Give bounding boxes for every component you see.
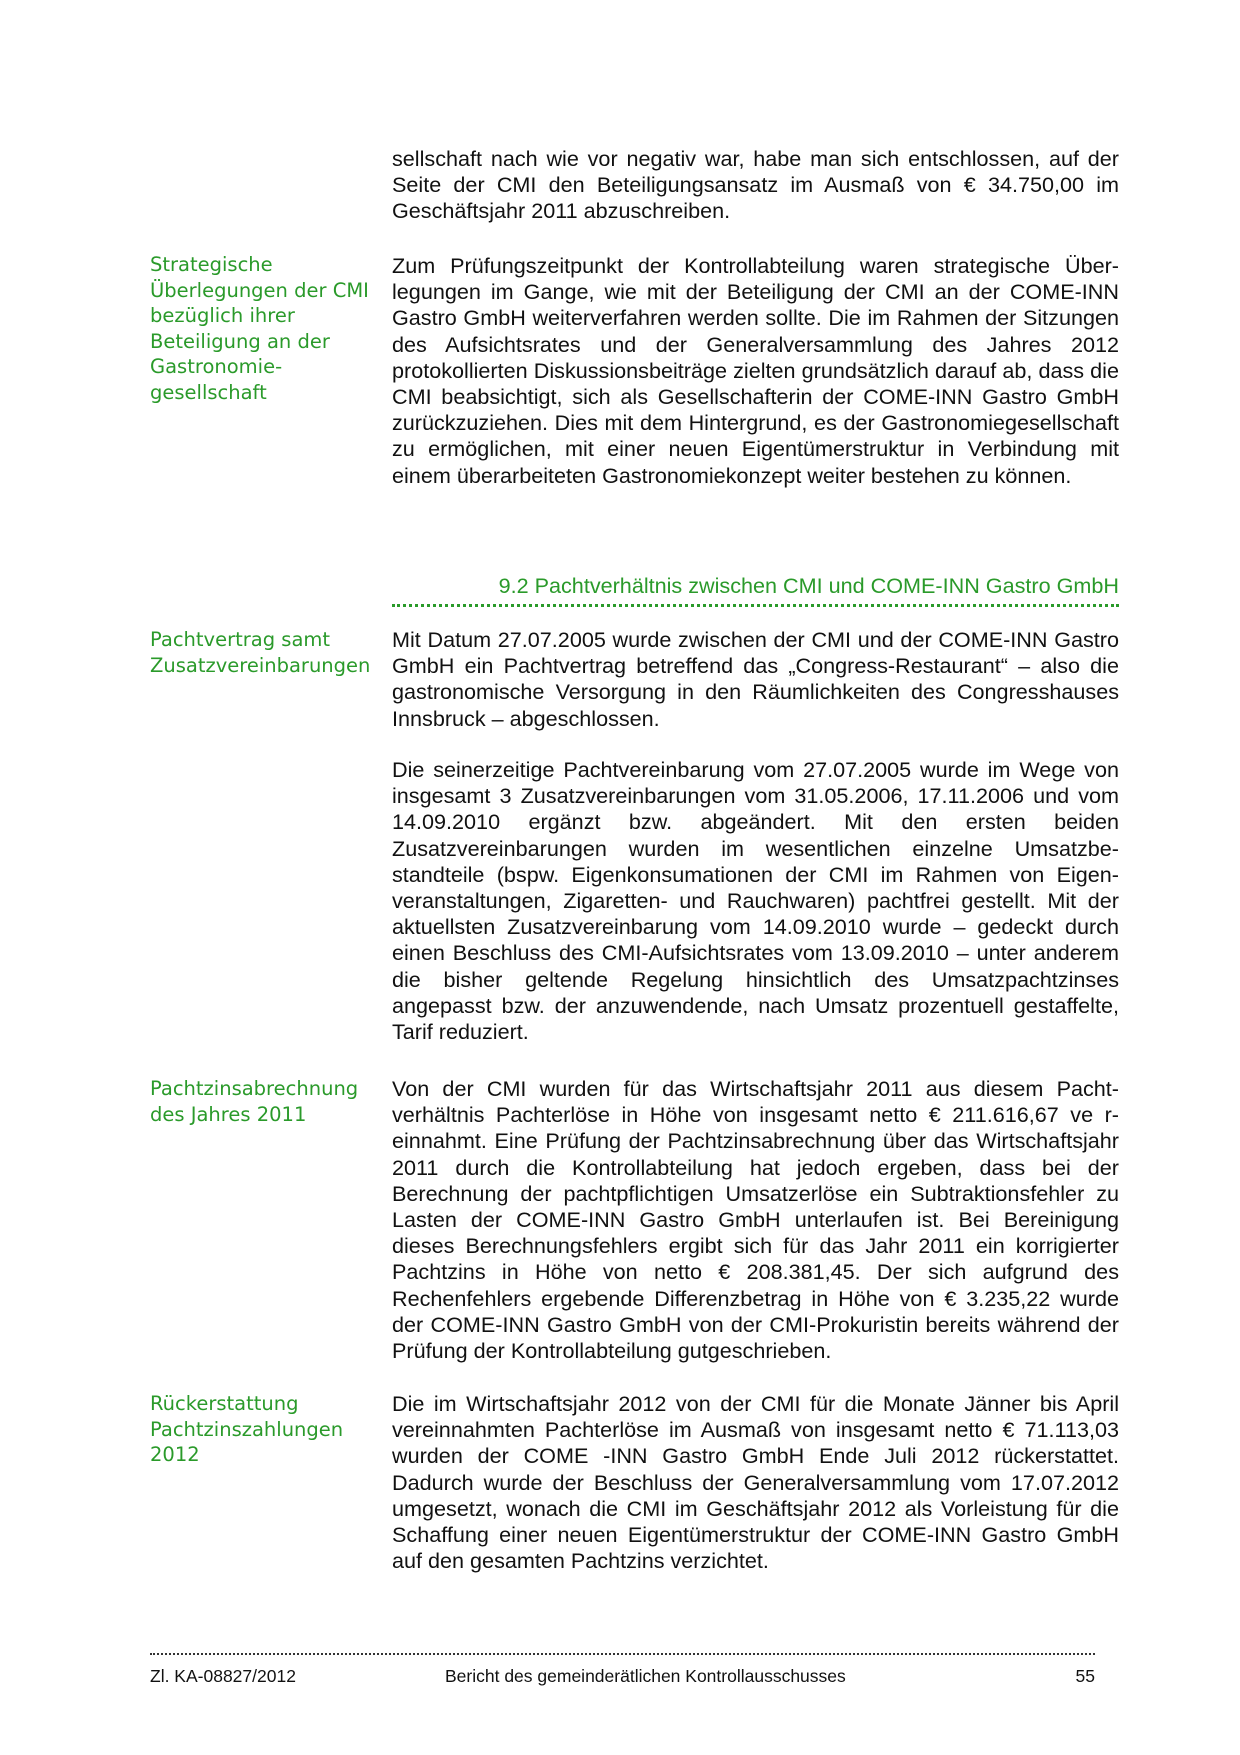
paragraph-beteiligungsabschreibung: sellschaft nach wie vor negativ war, habe man sich entschlossen, auf der Seite der CMI den Beteiligungsansatz im Ausmaß von € 34.750,00 im Geschäftsjahr 2011 abzuschreiben. bbox=[392, 146, 1119, 224]
paragraph-strategische-ueberlegungen: Zum Prüfungszeitpunkt der Kontrollabteilung waren strategische Überlegungen im Gange, wie mit der Beteiligung der CMI an der COME-INN Gastro GmbH weiterverfahren werden sollte. Die im Rahmen der Sitzungen des Aufsichtsrates und der Generalversammlung des Jahres 2012 protokollierten Diskussionsbeiträge zielten grundsätzlich darauf ab, dass die CMI beabsichtigt, sich als Gesellschafterin der COME-INN Gastro GmbH zurückzuziehen. Dies mit dem Hintergrund, es der Gastronomiegesellschaft zu ermöglichen, mit einer neuen Eigentümerstruktur in Verbindung mit einem überarbeiteten Gastronomiekonzept weiter bestehen zu können. bbox=[392, 253, 1119, 488]
paragraph-rueckerstattung: Die im Wirtschaftsjahr 2012 von der CMI für die Monate Jänner bis April vereinnahmten Pachterlöse im Ausmaß von insgesamt netto € 71.113,03 wurden der COME -INN Gastro GmbH Ende Juli 2012 rückerstattet. Dadurch wurde der Beschluss der Generalversammlung vom 17.07.2012 umgesetzt, wonach die CMI im Geschäftsjahr 2012 als Vorleistung für die Schaffung einer neuen Eigentümerstruktur der COME-INN Gastro GmbH auf den gesamten Pachtzins verzichtet. bbox=[392, 1391, 1119, 1574]
margin-note-pachtzinsabrechnung: Pachtzinsabrechnung des Jahres 2011 bbox=[150, 1077, 359, 1126]
paragraph-zusatzvereinbarungen: Die seinerzeitige Pachtvereinbarung vom 27.07.2005 wurde im Wege von insgesamt 3 Zusatzvereinbarungen vom 31.05.2006, 17.11.2006 und vom 14.09.2010 ergänzt bzw. abgeändert. Mit den ersten beiden Zusatzvereinbarungen wurden im wesentlichen einzelne Umsatzbestandteile (bspw. Eigenkonsumationen der CMI im Rahmen von Eigenveranstaltungen, Zigaretten- und Rauchwaren) pachtfrei gestellt. Mit der aktuellsten Zusatzvereinbarung vom 14.09.2010 wurde – gedeckt durch einen Beschluss des CMI-Aufsichtsrates vom 13.09.2010 – unter anderem die bisher geltende Regelung hinsichtlich des Umsatzpachtzinses angepasst bzw. der anzuwendende, nach Umsatz prozentuell gestaffelte, Tarif reduziert. bbox=[392, 757, 1119, 1045]
margin-note-strategische-ueberlegungen: Strategische Überlegungen der CMI bezüglich ihrer Beteiligung an der Gastronomiegesellschaft bbox=[150, 253, 369, 404]
paragraph-pachtvertrag: Mit Datum 27.07.2005 wurde zwischen der CMI und der COME-INN Gastro GmbH ein Pachtvertrag betreffend das „Congress-Restaurant“ – also die gastronomische Versorgung in den Räumlichkeiten des Congresshauses Innsbruck – abgeschlossen. bbox=[392, 627, 1119, 731]
section-heading-9-2: 9.2 Pachtverhältnis zwischen CMI und COME-INN Gastro GmbH bbox=[498, 573, 1119, 598]
margin-note-pachtvertrag: Pachtvertrag samt Zusatzvereinbarungen bbox=[150, 628, 371, 677]
footer-report-title: Bericht des gemeinderätlichen Kontrollausschusses bbox=[445, 1666, 846, 1686]
footer-reference-number: Zl. KA-08827/2012 bbox=[150, 1666, 296, 1686]
section-divider bbox=[392, 604, 1119, 607]
page-number: 55 bbox=[1075, 1666, 1095, 1686]
footer-divider bbox=[150, 1653, 1095, 1655]
margin-note-rueckerstattung: Rückerstattung Pachtzinszahlungen 2012 bbox=[150, 1392, 344, 1466]
paragraph-pachtzinsabrechnung: Von der CMI wurden für das Wirtschaftsjahr 2011 aus diesem Pachtverhältnis Pachterlöse in Höhe von insgesamt netto € 211.616,67 ve reinnahmt. Eine Prüfung der Pachtzinsabrechnung über das Wirtschaftsjahr 2011 durch die Kontrollabteilung hat jedoch ergeben, dass bei der Berechnung der pachtpflichtigen Umsatzerlöse ein Subtraktionsfehler zu Lasten der COME-INN Gastro GmbH unterlaufen ist. Bei Bereinigung dieses Berechnungsfehlers ergibt sich für das Jahr 2011 ein korrigierter Pachtzins in Höhe von netto € 208.381,45. Der sich aufgrund des Rechenfehlers ergebende Differenzbetrag in Höhe von € 3.235,22 wurde der COME-INN Gastro GmbH von der CMI-Prokuristin bereits während der Prüfung der Kontrollabteilung gutgeschrieben. bbox=[392, 1076, 1119, 1364]
